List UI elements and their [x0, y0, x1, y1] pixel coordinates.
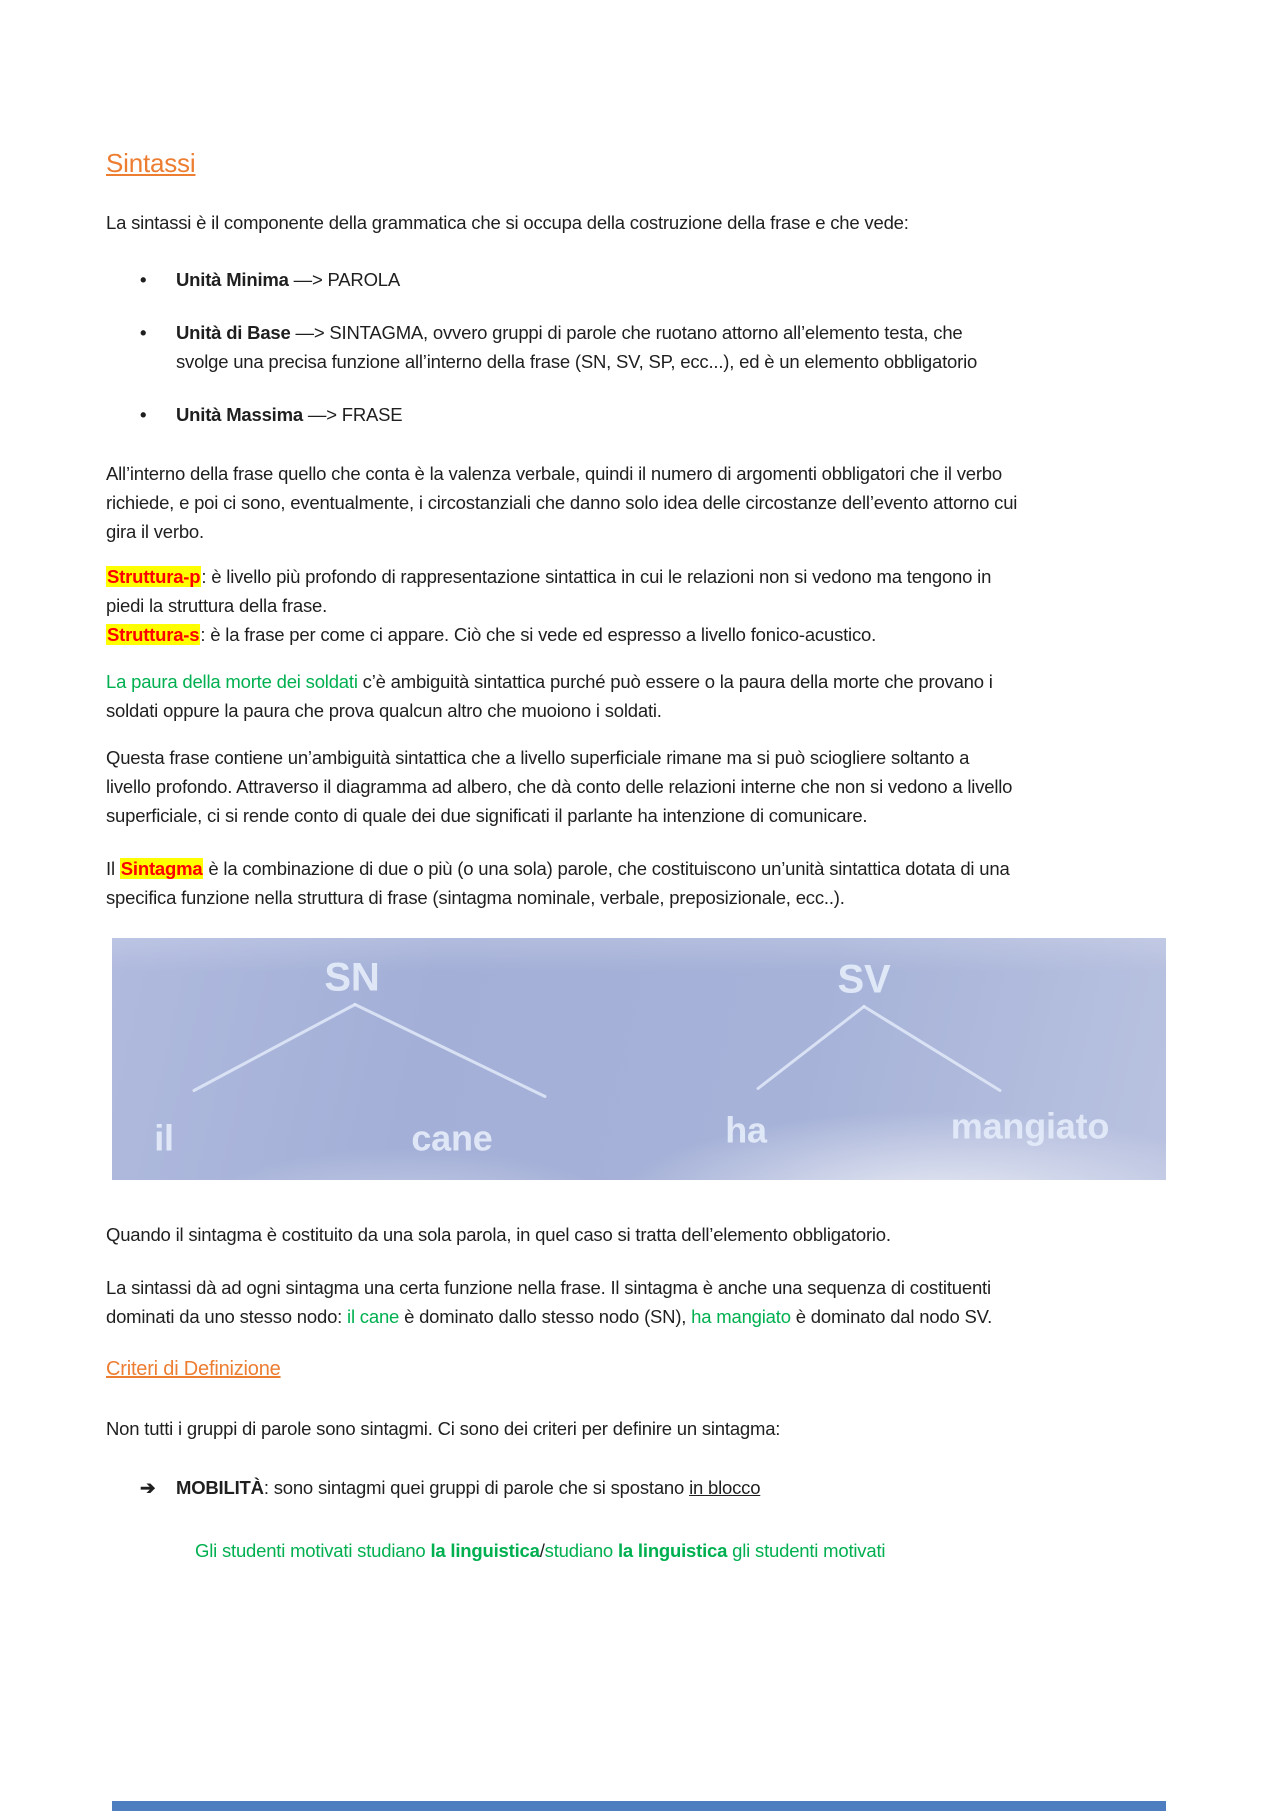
- intro-text: La sintassi è il componente della grammatica che si occupa della costruzione della frase e che vede:: [106, 212, 909, 233]
- arrow-item-text: [176, 1473, 760, 1502]
- term-unita-minima: Unità Minima: [176, 269, 289, 290]
- underlined-in-blocco: in blocco: [689, 1477, 761, 1498]
- highlight-term-sintagma: Sintagma: [120, 858, 203, 879]
- example-bold-la-linguistica-2: la linguistica: [617, 1540, 728, 1561]
- funzione-pre: La sintassi dà ad ogni sintagma una certa funzione nella frase. Il sintagma è anche una sequenza di costituenti dominati da uno stesso nodo:: [106, 1277, 991, 1327]
- quando-paragraph: [106, 1220, 1018, 1249]
- struttura-s-text: : è la frase per come ci appare. Ciò che si vede ed espresso a livello fonico-acustico.: [200, 624, 877, 645]
- example-g2: studiano: [544, 1540, 618, 1561]
- funzione-mid: è dominato dallo stesso nodo (SN),: [399, 1306, 692, 1327]
- paura-text: c’è ambiguità sintattica purché può essere o la paura della morte che provano i soldati oppure la paura che prova qualcun altro che muoiono i soldati.: [106, 671, 993, 721]
- tree-node-sn: SN: [324, 955, 380, 1000]
- questa-frase-text: Questa frase contiene un’ambiguità sintattica che a livello superficiale rimane ma si può sciogliere soltanto a livello profondo. Attraverso il diagramma ad albero, che dà conto delle relazioni interne che non si vedono a livello superficiale, ci si rende conto di quale dei due significati il parlante ha intenzione di comunicare.: [106, 747, 1013, 826]
- questa-frase-paragraph: [106, 743, 1018, 830]
- list-item-rest: —> FRASE: [302, 404, 403, 425]
- funzione-paragraph: [106, 1273, 1018, 1331]
- example-g3: gli studenti motivati: [727, 1540, 886, 1561]
- list-item-unita-massima: [106, 400, 1018, 429]
- criteri-intro-text: Non tutti i gruppi di parole sono sintagmi. Ci sono dei criteri per definire un sintagma:: [106, 1418, 781, 1439]
- intro-paragraph: [106, 208, 1018, 237]
- sintagma-paragraph: [106, 854, 1018, 912]
- highlight-term-struttura-s: Struttura-s: [107, 624, 200, 645]
- list-item-unita-minima: [106, 265, 1018, 294]
- green-example-paragraph: [195, 1536, 1018, 1565]
- term-mobilita: MOBILITÀ: [176, 1477, 264, 1498]
- list-item-rest: —> SINTAGMA, ovvero gruppi di parole che ruotano attorno all’elemento testa, che svolge una precisa funzione all’interno della frase (SN, SV, SP, ecc...), ed è un elemento obbligatorio: [176, 322, 978, 372]
- example-slash: /: [539, 1540, 545, 1561]
- term-unita-massima: Unità Massima: [176, 404, 303, 425]
- tree-leaf-il: il: [154, 1117, 174, 1159]
- valenza-paragraph: [106, 459, 1018, 546]
- tree-branch-line: [194, 1005, 355, 1091]
- example-bold-la-linguistica-1: la linguistica: [430, 1540, 540, 1561]
- list-item-text: [176, 318, 1018, 376]
- green-term-ha-mangiato: ha mangiato: [691, 1306, 791, 1327]
- syntax-tree-diagram: [112, 938, 1166, 1180]
- mobilita-rest: : sono sintagmi quei gruppi di parole che si spostano: [263, 1477, 690, 1498]
- tree-branch-line: [355, 1005, 545, 1097]
- tree-node-sv: SV: [837, 957, 891, 1002]
- strutture-paragraph: [106, 562, 1018, 649]
- list-item-text: [176, 400, 1018, 429]
- green-term-il-cane: il cane: [347, 1306, 400, 1327]
- tree-branch-line: [758, 1007, 864, 1089]
- green-example-paura: La paura della morte dei soldati: [106, 671, 358, 692]
- sintagma-pre: Il: [106, 858, 120, 879]
- bullet-icon: •: [140, 269, 147, 290]
- sintagma-rest: è la combinazione di due o più (o una sola) parole, che costituiscono un’unità sintattica dotata di una specifica funzione nella struttura di frase (sintagma nominale, verbale, preposizionale, ecc..).: [106, 858, 1010, 908]
- list-item-text: [176, 265, 1018, 294]
- bullet-icon: •: [140, 322, 147, 343]
- list-item-unita-di-base: [106, 318, 1018, 376]
- syntax-tree-photo: [112, 938, 1166, 1180]
- arrow-bullet-icon: ➔: [140, 1477, 156, 1498]
- list-item-rest: —> PAROLA: [288, 269, 401, 290]
- tree-leaf-mangiato: mangiato: [950, 1105, 1110, 1147]
- tree-leaf-cane: cane: [411, 1117, 493, 1159]
- criteri-intro-paragraph: [106, 1414, 1018, 1443]
- valenza-text: All’interno della frase quello che conta è la valenza verbale, quindi il numero di argomenti obbligatori che il verbo richiede, e poi ci sono, eventualmente, i circostanziali che danno solo idea delle circostanze dell’evento attorno cui gira il verbo.: [106, 463, 1018, 542]
- quando-text: Quando il sintagma è costituito da una sola parola, in quel caso si tratta dell’elemento obbligatorio.: [106, 1224, 891, 1245]
- cut-off-image-top-strip: [112, 1801, 1166, 1811]
- bullet-icon: •: [140, 404, 147, 425]
- funzione-post: è dominato dal nodo SV.: [790, 1306, 993, 1327]
- example-g1: Gli studenti motivati studiano: [195, 1540, 431, 1561]
- term-unita-di-base: Unità di Base: [176, 322, 291, 343]
- tree-leaf-ha: ha: [725, 1109, 767, 1151]
- section-heading-criteri: Criteri di Definizione: [106, 1358, 281, 1380]
- struttura-p-text: : è livello più profondo di rappresentazione sintattica in cui le relazioni non si vedono ma tengono in piedi la struttura della frase.: [106, 566, 992, 616]
- highlight-term-struttura-p: Struttura-p: [107, 566, 201, 587]
- document-content: [106, 148, 1110, 1565]
- page-title: Sintassi: [106, 148, 196, 178]
- tree-branch-line: [864, 1007, 1000, 1091]
- arrow-item-mobilita: [106, 1473, 1018, 1502]
- paura-paragraph: [106, 667, 1018, 725]
